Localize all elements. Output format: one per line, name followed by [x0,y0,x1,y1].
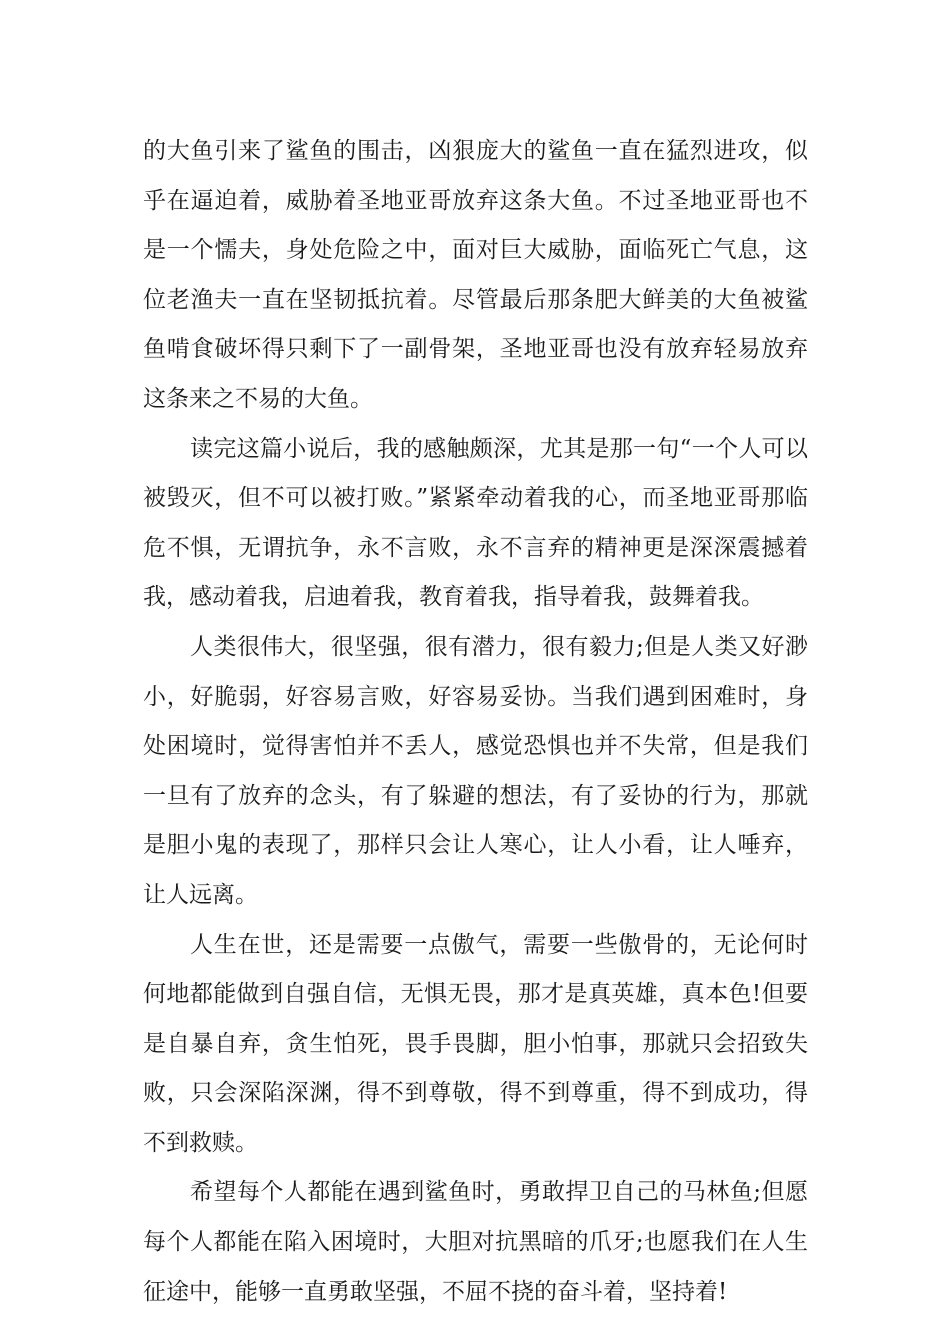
paragraph-4: 人生在世，还是需要一点傲气，需要一些傲骨的，无论何时何地都能做到自强自信，无惧无畏，那才是真英雄，真本色!但要是自暴自弃，贪生怕死，畏手畏脚，胆小怕事，那就只会招致失败，只会深陷深渊，得不到尊敬，得不到尊重，得不到成功，得不到救赎。 [143,931,808,1156]
paragraph-1: 的大鱼引来了鲨鱼的围击，凶狠庞大的鲨鱼一直在猛烈进攻，似乎在逼迫着，威胁着圣地亚哥放弃这条大鱼。不过圣地亚哥也不是一个懦夫，身处危险之中，面对巨大威胁，面临死亡气息，这位老渔夫一直在坚韧抵抗着。尽管最后那条肥大鲜美的大鱼被鲨鱼啃食破坏得只剩下了一副骨架，圣地亚哥也没有放弃轻易放弃这条来之不易的大鱼。 [143,138,808,412]
paragraph-3: 人类很伟大，很坚强，很有潜力，很有毅力;但是人类又好渺小，好脆弱，好容易言败，好容易妥协。当我们遇到困难时，身处困境时，觉得害怕并不丢人，感觉恐惧也并不失常，但是我们一旦有了放弃的念头，有了躲避的想法，有了妥协的行为，那就是胆小鬼的表现了，那样只会让人寒心，让人小看，让人唾弃，让人远离。 [143,633,808,908]
paragraph-5: 希望每个人都能在遇到鲨鱼时，勇敢捍卫自己的马林鱼;但愿每个人都能在陷入困境时，大胆对抗黑暗的爪牙;也愿我们在人生征途中，能够一直勇敢坚强，不屈不挠的奋斗着，坚持着! [143,1179,808,1305]
paragraph-2: 读完这篇小说后，我的感触颇深，尤其是那一句“一个人可以被毁灭，但不可以被打败。”紧紧牵动着我的心，而圣地亚哥那临危不惧，无谓抗争，永不言败，永不言弃的精神更是深深震撼着我，感动着我，启迪着我，教育着我，指导着我，鼓舞着我。 [143,435,808,611]
document-body [143,127,808,1317]
